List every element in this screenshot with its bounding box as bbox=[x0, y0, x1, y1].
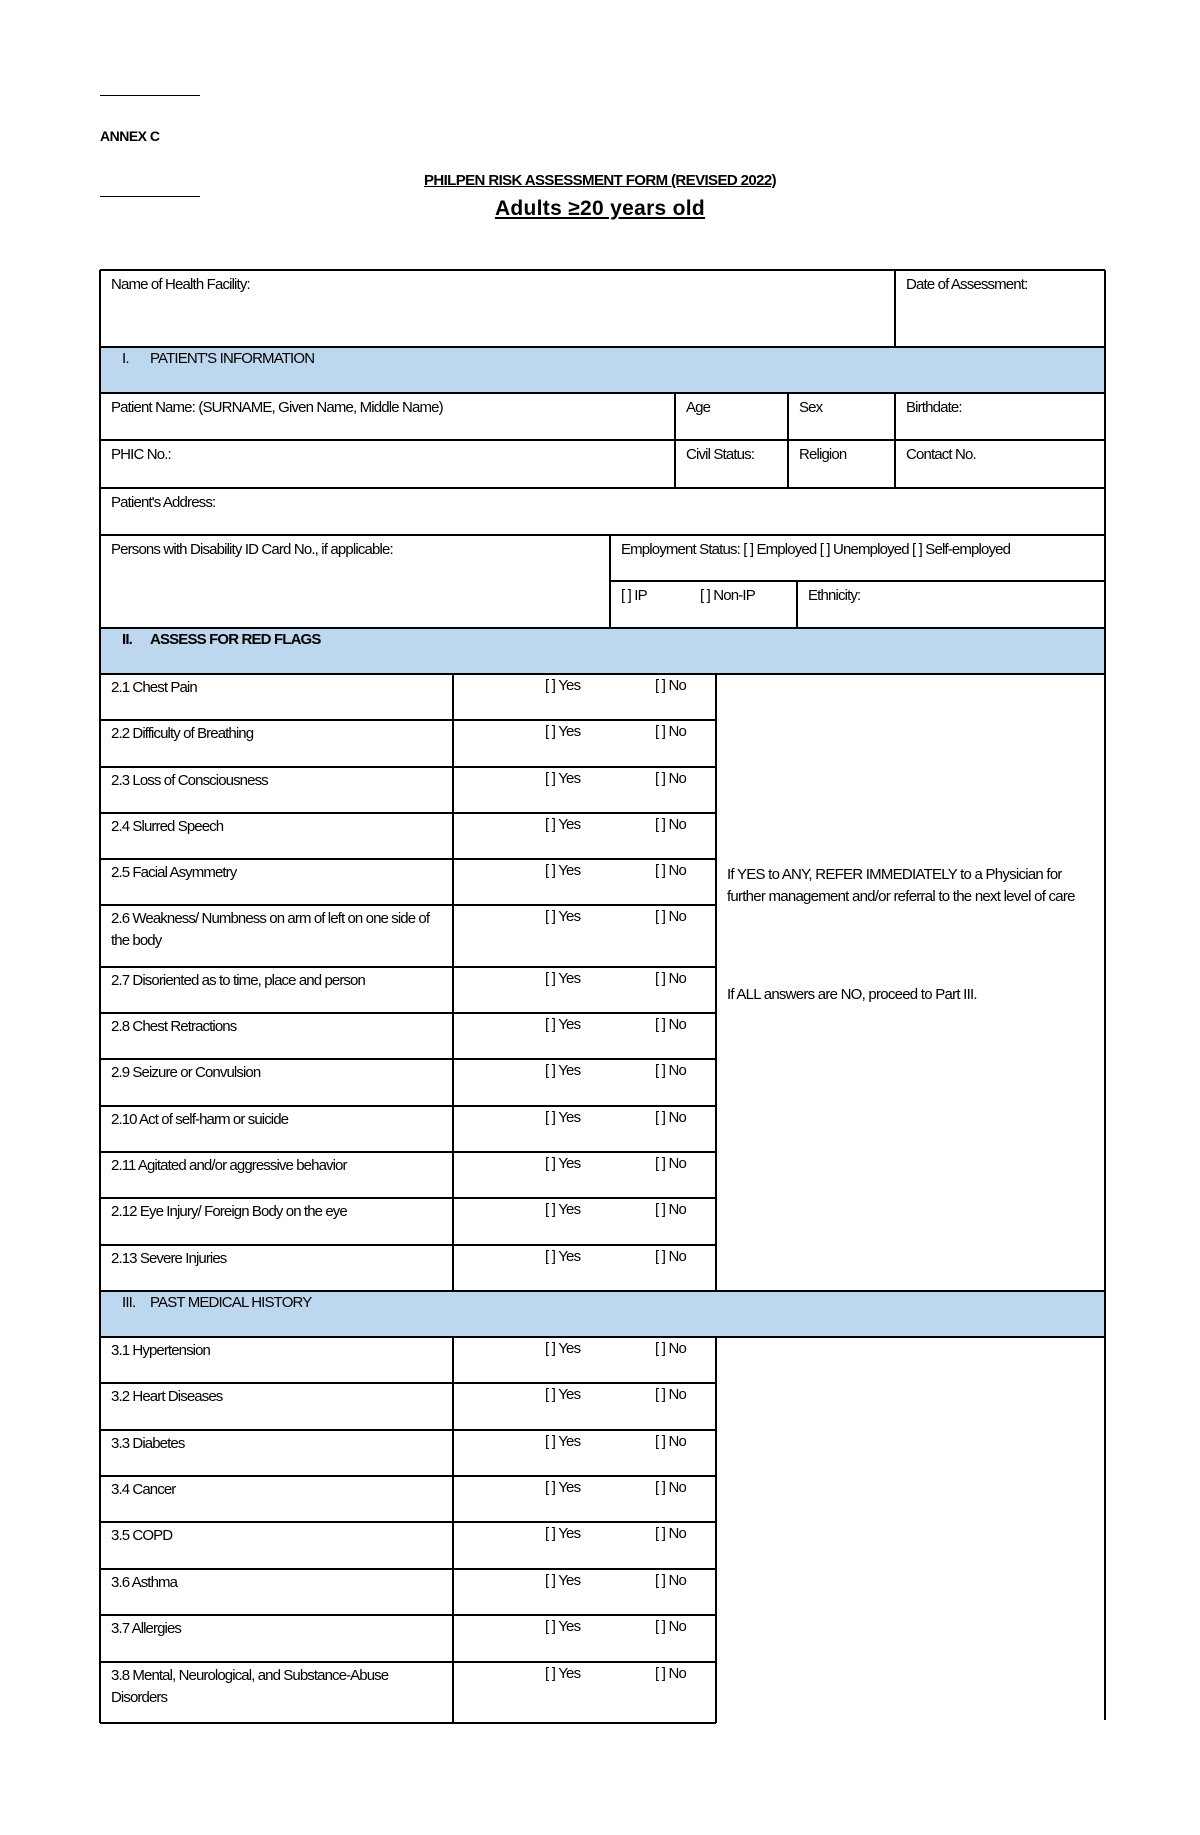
vertical-rule bbox=[796, 581, 798, 628]
ip-status-field[interactable]: [ ] IP bbox=[621, 587, 647, 604]
yes-checkbox[interactable]: [ ] Yes bbox=[545, 816, 581, 833]
horizontal-rule bbox=[100, 904, 716, 906]
no-checkbox[interactable]: [ ] No bbox=[655, 970, 687, 987]
no-checkbox[interactable]: [ ] No bbox=[655, 1248, 687, 1265]
red-flag-row bbox=[100, 1106, 716, 1152]
red-flag-row bbox=[100, 1245, 716, 1291]
horizontal-rule bbox=[100, 1012, 716, 1014]
horizontal-rule bbox=[100, 1105, 716, 1107]
horizontal-rule bbox=[100, 1475, 716, 1477]
horizontal-rule bbox=[100, 1722, 716, 1724]
history-question: 3.8 Mental, Neurological, and Substance-Abuse Disorders bbox=[111, 1667, 389, 1706]
vertical-rule bbox=[452, 1337, 454, 1723]
red-flag-row bbox=[100, 859, 716, 905]
history-row bbox=[100, 1383, 716, 1430]
no-checkbox[interactable]: [ ] No bbox=[655, 1618, 687, 1635]
red-flag-row bbox=[100, 905, 716, 967]
red-flag-row bbox=[100, 1152, 716, 1198]
horizontal-rule bbox=[100, 966, 716, 968]
history-row bbox=[100, 1662, 716, 1723]
horizontal-rule bbox=[100, 346, 1105, 348]
no-checkbox[interactable]: [ ] No bbox=[655, 1433, 687, 1450]
birthdate-field[interactable]: Birthdate: bbox=[906, 399, 962, 416]
no-checkbox[interactable]: [ ] No bbox=[655, 1340, 687, 1357]
red-flag-question: 2.9 Seizure or Convulsion bbox=[111, 1064, 261, 1081]
vertical-rule bbox=[452, 674, 454, 1291]
phic-number-field[interactable]: PHIC No.: bbox=[111, 446, 171, 463]
vertical-rule bbox=[894, 270, 896, 347]
contact-number-field[interactable]: Contact No. bbox=[906, 446, 976, 463]
no-checkbox[interactable]: [ ] No bbox=[655, 1479, 687, 1496]
section-3-heading: III. PAST MEDICAL HISTORY bbox=[122, 1294, 312, 1311]
history-row bbox=[100, 1615, 716, 1662]
horizontal-rule bbox=[100, 1151, 716, 1153]
red-flag-question: 2.11 Agitated and/or aggressive behavior bbox=[111, 1157, 347, 1174]
yes-checkbox[interactable]: [ ] Yes bbox=[545, 1109, 581, 1126]
history-question: 3.4 Cancer bbox=[111, 1481, 176, 1498]
red-flag-question: 2.10 Act of self-harm or suicide bbox=[111, 1111, 289, 1128]
red-flag-row bbox=[100, 967, 716, 1013]
red-flag-question: 2.6 Weakness/ Numbness on arm of left on one side of the body bbox=[111, 910, 430, 949]
yes-checkbox[interactable]: [ ] Yes bbox=[545, 1479, 581, 1496]
yes-checkbox[interactable]: [ ] Yes bbox=[545, 1386, 581, 1403]
horizontal-rule bbox=[100, 858, 716, 860]
pwd-id-field[interactable]: Persons with Disability ID Card No., if applicable: bbox=[111, 541, 393, 558]
history-question: 3.3 Diabetes bbox=[111, 1435, 185, 1452]
red-flag-row bbox=[100, 767, 716, 813]
horizontal-rule bbox=[100, 1614, 716, 1616]
yes-checkbox[interactable]: [ ] Yes bbox=[545, 1248, 581, 1265]
yes-checkbox[interactable]: [ ] Yes bbox=[545, 1665, 581, 1682]
religion-field[interactable]: Religion bbox=[799, 446, 847, 463]
red-flag-row bbox=[100, 1198, 716, 1245]
horizontal-rule bbox=[100, 1521, 716, 1523]
horizontal-rule bbox=[100, 627, 1105, 629]
red-flag-row bbox=[100, 674, 716, 720]
horizontal-rule bbox=[100, 1336, 1105, 1338]
horizontal-rule bbox=[100, 812, 716, 814]
horizontal-rule bbox=[100, 673, 1105, 675]
history-question: 3.5 COPD bbox=[111, 1527, 173, 1544]
section-2-heading: II. ASSESS FOR RED FLAGS bbox=[122, 631, 321, 648]
facility-name-field[interactable]: Name of Health Facility: bbox=[111, 276, 250, 293]
red-flag-question: 2.4 Slurred Speech bbox=[111, 818, 224, 835]
form-title: PHILPEN RISK ASSESSMENT FORM (REVISED 2022) bbox=[423, 172, 777, 189]
vertical-rule bbox=[99, 270, 101, 1723]
horizontal-rule bbox=[610, 580, 1105, 582]
no-checkbox[interactable]: [ ] No bbox=[655, 1525, 687, 1542]
no-checkbox[interactable]: [ ] No bbox=[655, 1155, 687, 1172]
yes-checkbox[interactable]: [ ] Yes bbox=[545, 1062, 581, 1079]
assessment-form bbox=[100, 270, 1105, 1720]
red-flag-question: 2.2 Difficulty of Breathing bbox=[111, 725, 254, 742]
non-ip-option[interactable]: [ ] Non-IP bbox=[700, 587, 755, 604]
annex-label: ANNEX C bbox=[100, 128, 160, 144]
yes-checkbox[interactable]: [ ] Yes bbox=[545, 1340, 581, 1357]
age-field[interactable]: Age bbox=[686, 399, 711, 416]
history-question: 3.7 Allergies bbox=[111, 1620, 182, 1637]
yes-checkbox[interactable]: [ ] Yes bbox=[545, 970, 581, 987]
vertical-rule bbox=[715, 674, 717, 1291]
yes-checkbox[interactable]: [ ] Yes bbox=[545, 1433, 581, 1450]
red-flag-question: 2.5 Facial Asymmetry bbox=[111, 864, 237, 881]
patient-name-field[interactable]: Patient Name: (SURNAME, Given Name, Middle Name) bbox=[111, 399, 443, 416]
proceed-note: If ALL answers are NO, proceed to Part III. bbox=[727, 986, 977, 1003]
assessment-date-field[interactable]: Date of Assessment: bbox=[906, 276, 1028, 293]
yes-checkbox[interactable]: [ ] Yes bbox=[545, 1572, 581, 1589]
history-question: 3.1 Hypertension bbox=[111, 1342, 211, 1359]
yes-checkbox[interactable]: [ ] Yes bbox=[545, 862, 581, 879]
yes-checkbox[interactable]: [ ] Yes bbox=[545, 723, 581, 740]
horizontal-rule bbox=[100, 487, 1105, 489]
no-checkbox[interactable]: [ ] No bbox=[655, 677, 687, 694]
horizontal-rule bbox=[100, 1661, 716, 1663]
yes-checkbox[interactable]: [ ] Yes bbox=[545, 1201, 581, 1218]
section-1-heading: I. PATIENT'S INFORMATION bbox=[122, 350, 315, 367]
horizontal-rule bbox=[100, 1382, 716, 1384]
history-row bbox=[100, 1522, 716, 1569]
refer-note: If YES to ANY, REFER IMMEDIATELY to a Physician for further management and/or referral to the next level of care bbox=[727, 866, 1075, 905]
address-field[interactable]: Patient's Address: bbox=[111, 494, 216, 511]
sex-field[interactable]: Sex bbox=[799, 399, 823, 416]
history-row bbox=[100, 1476, 716, 1522]
top-rule bbox=[100, 95, 200, 96]
no-checkbox[interactable]: [ ] No bbox=[655, 908, 687, 925]
history-question: 3.6 Asthma bbox=[111, 1574, 178, 1591]
red-flag-row bbox=[100, 720, 716, 767]
red-flag-question: 2.8 Chest Retractions bbox=[111, 1018, 237, 1035]
yes-checkbox[interactable]: [ ] Yes bbox=[545, 1525, 581, 1542]
red-flag-question: 2.7 Disoriented as to time, place and person bbox=[111, 972, 365, 989]
horizontal-rule bbox=[100, 534, 1105, 536]
red-flag-question: 2.3 Loss of Consciousness bbox=[111, 772, 268, 789]
horizontal-rule bbox=[100, 392, 1105, 394]
vertical-rule bbox=[715, 1337, 717, 1723]
no-checkbox[interactable]: [ ] No bbox=[655, 723, 687, 740]
history-row bbox=[100, 1430, 716, 1476]
yes-checkbox[interactable]: [ ] Yes bbox=[545, 908, 581, 925]
vertical-rule bbox=[787, 393, 789, 488]
horizontal-rule bbox=[100, 439, 1105, 441]
yes-checkbox[interactable]: [ ] Yes bbox=[545, 1016, 581, 1033]
vertical-rule bbox=[609, 535, 611, 628]
horizontal-rule bbox=[100, 1429, 716, 1431]
red-flag-row bbox=[100, 813, 716, 859]
red-flag-question: 2.12 Eye Injury/ Foreign Body on the eye bbox=[111, 1203, 347, 1220]
horizontal-rule bbox=[100, 269, 1105, 271]
no-checkbox[interactable]: [ ] No bbox=[655, 1062, 687, 1079]
horizontal-rule bbox=[100, 719, 716, 721]
history-row bbox=[100, 1569, 716, 1615]
horizontal-rule bbox=[100, 1568, 716, 1570]
red-flag-row bbox=[100, 1059, 716, 1106]
yes-checkbox[interactable]: [ ] Yes bbox=[545, 1155, 581, 1172]
employment-status-field[interactable]: Employment Status: [ ] Employed [ ] Unemployed [ ] Self-employed bbox=[621, 541, 1011, 558]
red-flag-question: 2.1 Chest Pain bbox=[111, 679, 197, 696]
civil-status-field[interactable]: Civil Status: bbox=[686, 446, 755, 463]
no-checkbox[interactable]: [ ] No bbox=[655, 1201, 687, 1218]
vertical-rule bbox=[894, 393, 896, 488]
no-checkbox[interactable]: [ ] No bbox=[655, 770, 687, 787]
red-flag-row bbox=[100, 1013, 716, 1059]
horizontal-rule bbox=[100, 1244, 716, 1246]
yes-checkbox[interactable]: [ ] Yes bbox=[545, 677, 581, 694]
yes-checkbox[interactable]: [ ] Yes bbox=[545, 770, 581, 787]
vertical-rule bbox=[1104, 270, 1106, 1720]
no-checkbox[interactable]: [ ] No bbox=[655, 1109, 687, 1126]
horizontal-rule bbox=[100, 1197, 716, 1199]
no-checkbox[interactable]: [ ] No bbox=[655, 862, 687, 879]
history-row bbox=[100, 1337, 716, 1383]
no-checkbox[interactable]: [ ] No bbox=[655, 1016, 687, 1033]
vertical-rule bbox=[674, 393, 676, 488]
history-question: 3.2 Heart Diseases bbox=[111, 1388, 223, 1405]
form-subtitle: Adults ≥20 years old bbox=[494, 197, 706, 220]
no-checkbox[interactable]: [ ] No bbox=[655, 1665, 687, 1682]
yes-checkbox[interactable]: [ ] Yes bbox=[545, 1618, 581, 1635]
no-checkbox[interactable]: [ ] No bbox=[655, 1572, 687, 1589]
horizontal-rule bbox=[100, 1290, 1105, 1292]
no-checkbox[interactable]: [ ] No bbox=[655, 816, 687, 833]
ethnicity-field[interactable]: Ethnicity: bbox=[808, 587, 861, 604]
horizontal-rule bbox=[100, 1058, 716, 1060]
no-checkbox[interactable]: [ ] No bbox=[655, 1386, 687, 1403]
red-flag-question: 2.13 Severe Injuries bbox=[111, 1250, 227, 1267]
horizontal-rule bbox=[100, 766, 716, 768]
